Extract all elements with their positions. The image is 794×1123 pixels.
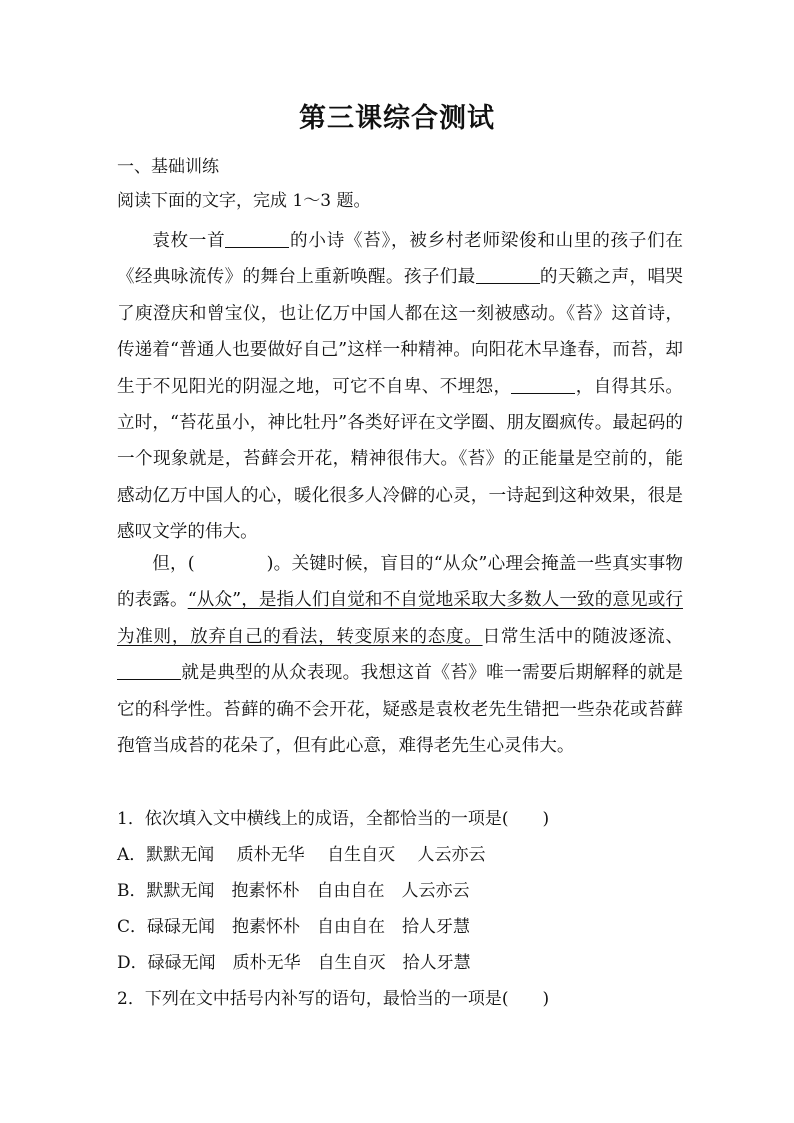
para2-text-4: 就是典型的从众表现。我想这首《苔》唯一需要后期解释的就是它的科学性。苔藓的确不会开花，疑惑是袁枚老先生错把一些杂花或苔藓孢管当成苔的花朵了，但有此心意，难得老先生心灵伟大。 [117, 663, 683, 757]
para1-text-1: 袁枚一首 [152, 231, 226, 251]
section-heading: 一、基础训练 [117, 157, 219, 177]
question-1-option-a: A．默默无闻 质朴无华 自生自灭 人云亦云 [117, 845, 486, 865]
para2-text-1: 但，( [152, 554, 195, 574]
question-1-stem: 1．依次填入文中横线上的成语，全都恰当的一项是( ) [117, 809, 550, 829]
question-1-option-c: C．碌碌无闻 抱素怀朴 自由自在 拾人牙慧 [117, 917, 471, 937]
blank-2 [476, 266, 540, 285]
page-title: 第三课综合测试 [299, 103, 495, 134]
question-1-option-d: D．碌碌无闻 质朴无华 自生自灭 拾人牙慧 [117, 953, 471, 973]
para2-text-2: )。关键时候，盲目的“从众”心理会掩盖一些真实事物的表露。 [117, 554, 683, 611]
question-2-stem: 2．下列在文中括号内补写的语句，最恰当的一项是( ) [117, 989, 550, 1009]
passage-paragraph-1 [117, 223, 683, 551]
para1-text-4: ，自得其乐。立时，“苔花虽小，神比牡丹”各类好评在文学圈、朋友圈疯传。最起码的一个现象就是，苔藓会开花，精神很伟大。《苔》的正能量是空前的，能感动亿万中国人的心，暖化很多人冷僻的心灵，一诗起到这种效果，很是感叹文学的伟大。 [117, 376, 683, 543]
underlined-sentence: “从众”，是指人们自觉和不自觉地采取大多数人一致的意见或行为准则，放弃自己的看法，转变原来的态度。 [117, 590, 683, 647]
question-1-option-b: B．默默无闻 抱素怀朴 自由自在 人云亦云 [117, 881, 470, 901]
blank-1 [225, 229, 289, 248]
para1-text-2: 的小诗《苔》，被乡村老师梁俊和山里的孩子们在《经典咏流传》的舞台上重新唤醒。孩子们最 [117, 231, 683, 288]
para2-text-3: 日常生活中的随波逐流、 [482, 626, 683, 647]
blank-4 [117, 662, 181, 681]
reading-instruction: 阅读下面的文字，完成 1～3 题。 [117, 191, 371, 211]
blank-3 [511, 375, 575, 394]
passage-paragraph-2 [117, 546, 683, 764]
para1-text-3: 的天籁之声，唱哭了庾澄庆和曾宝仪，也让亿万中国人都在这一刻被感动。《苔》这首诗，传递着“普通人也要做好自己”这样一种精神。向阳花木早逢春，而苔，却生于不见阳光的阴湿之地，可它不自卑、不埋怨， [117, 267, 683, 397]
